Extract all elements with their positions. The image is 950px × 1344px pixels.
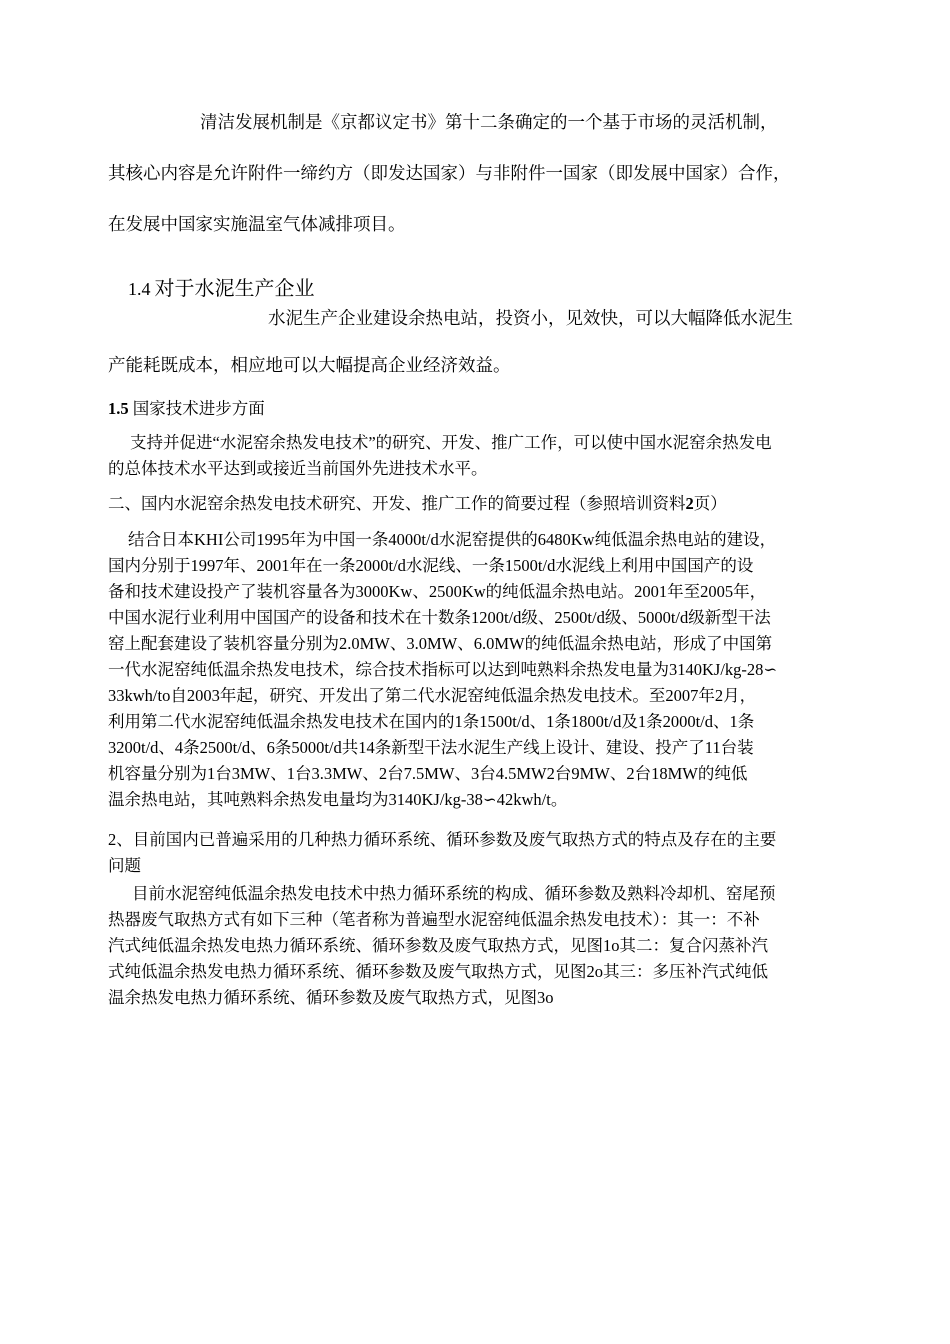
section-2-line: 结合日本KHI公司1995年为中国一条4000t/d水泥窑提供的6480Kw纯低温余热电站的建设，	[128, 530, 777, 549]
section-2-2-line: 热器废气取热方式有如下三种（笔者称为普遍型水泥窑纯低温余热发电技术）：其一：不补	[108, 910, 760, 929]
section-2-line: 3200t/d、4条2500t/d、6条5000t/d共14条新型干法水泥生产线上设计、建设、投产了11台装	[108, 738, 754, 757]
section-2-line: 温余热电站，其吨熟料余热发电量均为3140KJ/kg-38∽42kwh/t。	[108, 790, 568, 809]
intro-line-3: 在发展中国家实施温室气体减排项目。	[108, 215, 406, 235]
section-2-line: 国内分别于1997年、2001年在一条2000t/d水泥线、一条1500t/d水泥线上利用中国国产的设	[108, 556, 754, 575]
section-1-5-line-2: 的总体技术水平达到或接近当前国外先进技术水平。	[108, 459, 488, 478]
section-2-2-heading-line-2: 问题	[108, 856, 141, 875]
section-1-4-line-2: 产能耗既成本，相应地可以大幅提高企业经济效益。	[108, 356, 511, 376]
section-2-line: 备和技术建设投产了装机容量各为3000Kw、2500Kw的纯低温余热电站。2001年至2005年，	[108, 582, 767, 601]
section-1-5-title: 国家技术进步方面	[132, 399, 265, 418]
section-2-line: 利用第二代水泥窑纯低温余热发电技术在国内的1条1500t/d、1条1800t/d及1条2000t/d、1条	[108, 712, 755, 731]
section-2-line: 一代水泥窑纯低温余热发电技术，综合技术指标可以达到吨熟料余热发电量为3140KJ/kg-28∽	[108, 660, 778, 679]
section-2-line: 窑上配套建设了装机容量分别为2.0MW、3.0MW、6.0MW的纯低温余热电站，形成了中国第	[108, 634, 773, 653]
section-2-heading	[108, 490, 727, 514]
section-2-2-line: 汽式纯低温余热发电热力循环系统、循环参数及废气取热方式，见图1o其二：复合闪蒸补汽	[108, 936, 768, 955]
section-1-4-line-1: 水泥生产企业建设余热电站，投资小，见效快，可以大幅降低水泥生	[268, 309, 793, 329]
section-2-heading-text: 二、国内水泥窑余热发电技术研究、开发、推广工作的简要过程（参照培训资料	[108, 494, 686, 513]
section-1-5-heading	[108, 395, 265, 419]
section-1-4-title: 对于水泥生产企业	[154, 276, 315, 300]
section-1-4-number: 1.4	[128, 279, 151, 299]
section-1-4-heading	[128, 272, 315, 301]
intro-line-2: 其核心内容是允许附件一缔约方（即发达国家）与非附件一国家（即发展中国家）合作，	[108, 164, 791, 184]
section-2-2-line: 目前水泥窑纯低温余热发电技术中热力循环系统的构成、循环参数及熟料冷却机、窑尾预	[132, 884, 776, 903]
section-2-heading-suffix: 页）	[693, 494, 727, 513]
section-1-5-number: 1.5	[108, 399, 129, 418]
section-2-heading-page-number: 2	[685, 494, 694, 513]
section-2-line: 机容量分别为1台3MW、1台3.3MW、2台7.5MW、3台4.5MW2台9MW、2台18MW的纯低	[108, 764, 748, 783]
section-2-line: 中国水泥行业利用中国国产的设备和技术在十数条1200t/d级、2500t/d级、5000t/d级新型干法	[108, 608, 771, 627]
section-2-2-line: 式纯低温余热发电热力循环系统、循环参数及废气取热方式，见图2o其三：多压补汽式纯低	[108, 962, 768, 981]
section-1-5-line-1: 支持并促进“水泥窑余热发电技术”的研究、开发、推广工作，可以使中国水泥窑余热发电	[130, 433, 772, 452]
section-2-line: 33kwh/to自2003年起，研究、开发出了第二代水泥窑纯低温余热发电技术。至2007年2月，	[108, 686, 757, 705]
intro-line-1: 清洁发展机制是《京都议定书》第十二条确定的一个基于市场的灵活机制，	[200, 113, 778, 133]
section-2-2-line: 温余热发电热力循环系统、循环参数及废气取热方式，见图3o	[108, 988, 554, 1007]
section-2-2-heading-line-1: 2、目前国内已普遍采用的几种热力循环系统、循环参数及废气取热方式的特点及存在的主要	[108, 830, 777, 849]
